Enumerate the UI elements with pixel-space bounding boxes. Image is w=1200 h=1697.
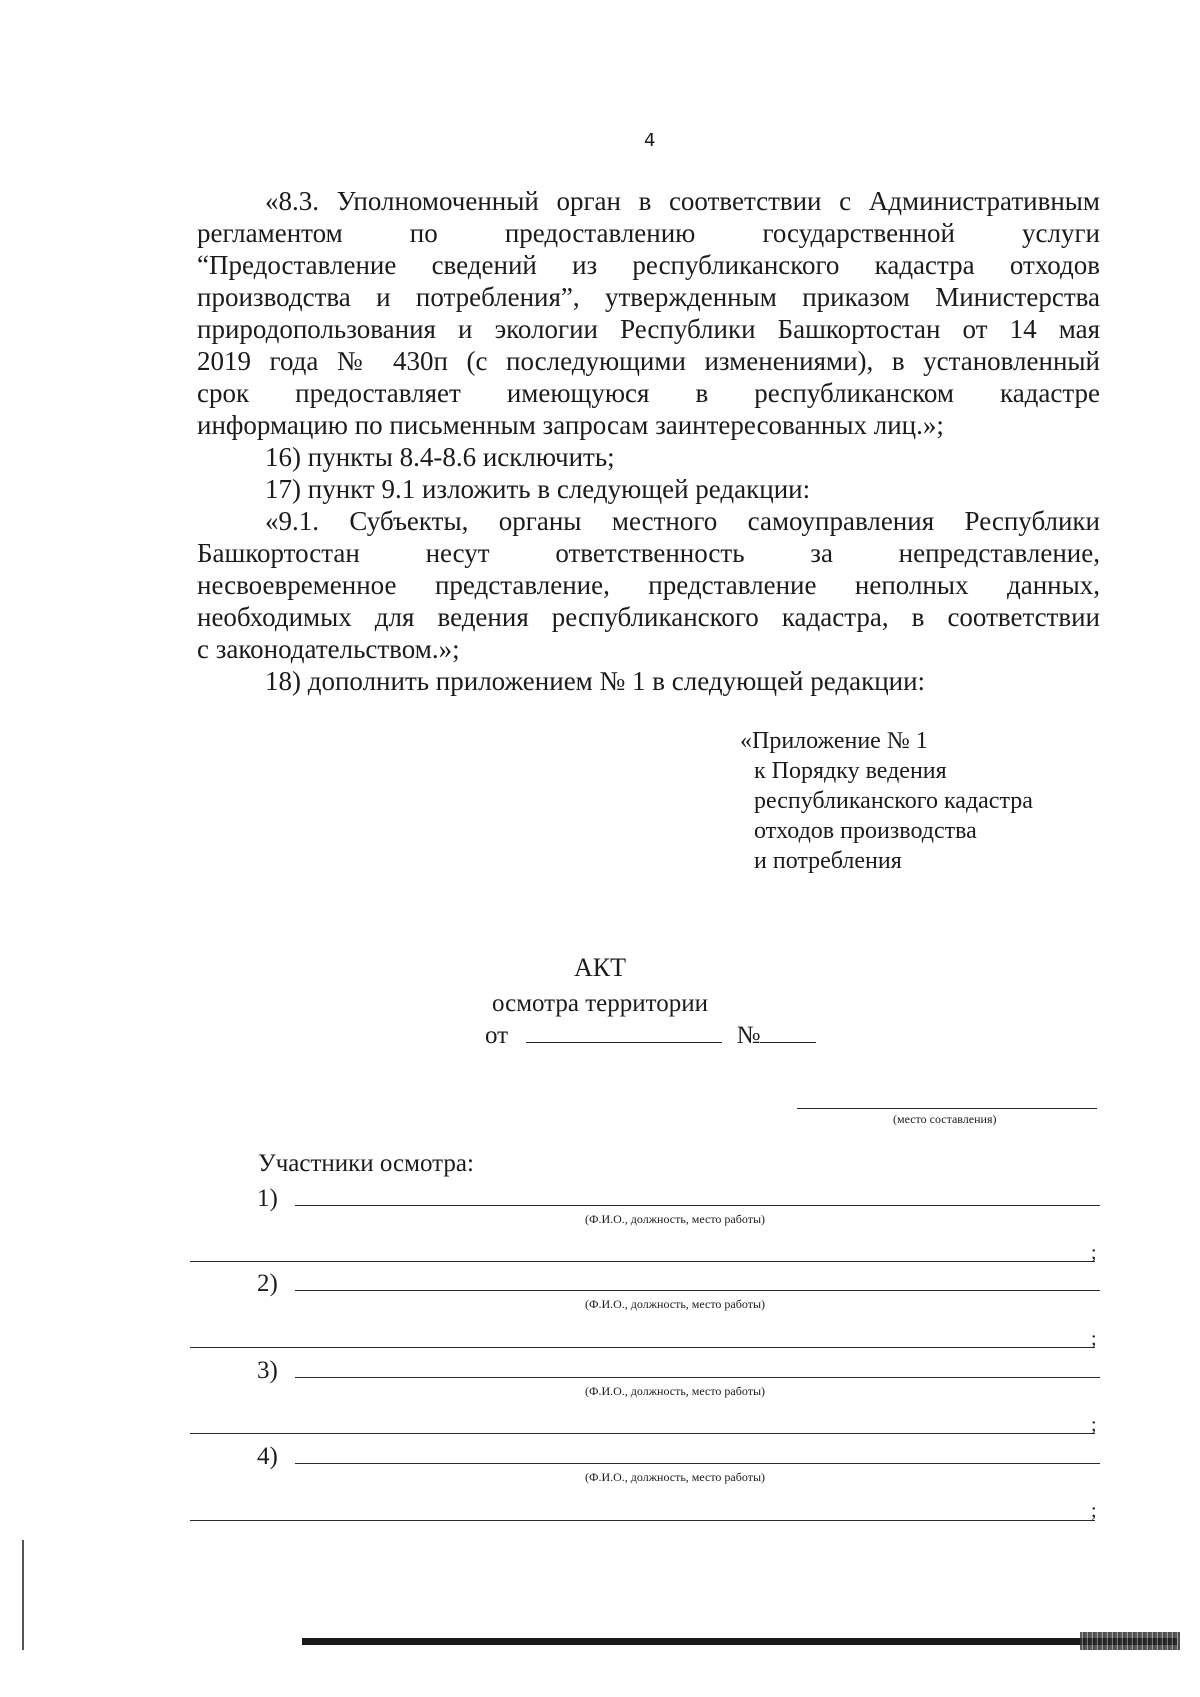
text-line: 17) пункт 9.1 изложить в следующей редакции: (265, 474, 811, 504)
participants-heading: Участники осмотра: (258, 1150, 474, 1177)
annex-header (740, 726, 1033, 876)
act-title: АКТ (574, 953, 626, 982)
participant-name-line[interactable] (295, 1205, 1100, 1206)
scan-edge-bar (302, 1638, 1177, 1645)
annex-line: к Порядку ведения (754, 758, 947, 784)
text-line: «8.3. Уполномоченный орган в соответствии с Административным (265, 186, 1100, 216)
page-number: 4 (644, 130, 656, 151)
number-blank[interactable] (760, 1020, 816, 1043)
date-blank[interactable] (526, 1020, 722, 1043)
participant-continuation-line[interactable] (190, 1520, 1095, 1521)
participant-caption: (Ф.И.О., должность, место работы) (585, 1384, 766, 1398)
participant-continuation-line[interactable] (190, 1433, 1095, 1434)
paragraph-16 (197, 441, 1100, 473)
from-label: от (485, 1022, 509, 1049)
paragraph-9-1 (197, 505, 1100, 665)
paragraph-17 (197, 473, 1100, 505)
participant-end: ; (1091, 1500, 1097, 1522)
paragraph-18 (197, 665, 1100, 697)
text-line: производства и потребления”, утвержденным приказом Министерства (197, 282, 1100, 312)
participant-name-line[interactable] (295, 1290, 1100, 1291)
text-line: «9.1. Субъекты, органы местного самоуправления Республики (265, 506, 1100, 536)
text-line: 18) дополнить приложением № 1 в следующей редакции: (265, 666, 926, 696)
annex-line: республиканского кадастра (754, 788, 1033, 814)
act-date-number-row (485, 1020, 816, 1050)
participant-caption: (Ф.И.О., должность, место работы) (585, 1470, 766, 1484)
annex-line: отходов производства (754, 818, 977, 844)
participant-caption: (Ф.И.О., должность, место работы) (585, 1212, 766, 1226)
scan-edge-noise (1080, 1632, 1180, 1650)
paragraph-8-3 (197, 185, 1100, 441)
text-line: природопользования и экологии Республики Башкортостан от 14 мая (197, 314, 1100, 344)
participant-end: ; (1091, 1328, 1097, 1350)
text-line: срок предоставляет имеющуюся в республиканском кадастре (197, 378, 1100, 408)
text-line: 2019 года № 430п (с последующими изменениями), в установленный (197, 346, 1100, 376)
participant-end: ; (1091, 1414, 1097, 1436)
text-line: регламентом по предоставлению государственной услуги (197, 218, 1100, 248)
number-label: № (736, 1022, 761, 1049)
participant-number: 2) (257, 1270, 278, 1297)
text-line: Башкортостан несут ответственность за непредставление, (197, 538, 1100, 568)
participant-number: 3) (257, 1357, 278, 1384)
text-line: информацию по письменным запросам заинтересованных лиц.»; (197, 410, 944, 440)
participant-continuation-line[interactable] (190, 1347, 1095, 1348)
annex-line: и потребления (754, 848, 902, 874)
text-line: несвоевременное представление, представление неполных данных, (197, 570, 1100, 600)
text-line: с законодательством.»; (197, 634, 460, 664)
place-caption: (место составления) (893, 1112, 997, 1126)
text-line: 16) пункты 8.4-8.6 исключить; (265, 442, 615, 472)
place-line[interactable] (797, 1108, 1097, 1109)
text-line: “Предоставление сведений из республиканского кадастра отходов (197, 250, 1100, 280)
participant-number: 4) (257, 1443, 278, 1470)
participant-continuation-line[interactable] (190, 1261, 1095, 1262)
participant-name-line[interactable] (295, 1463, 1100, 1464)
act-subtitle: осмотра территории (491, 990, 709, 1017)
participant-caption: (Ф.И.О., должность, место работы) (585, 1297, 766, 1311)
text-line: необходимых для ведения республиканского кадастра, в соответствии (197, 602, 1100, 632)
participant-name-line[interactable] (295, 1377, 1100, 1378)
annex-line: «Приложение № 1 (740, 728, 928, 754)
participant-number: 1) (257, 1185, 278, 1212)
participant-end: ; (1091, 1242, 1097, 1264)
scan-left-mark (22, 1540, 24, 1650)
